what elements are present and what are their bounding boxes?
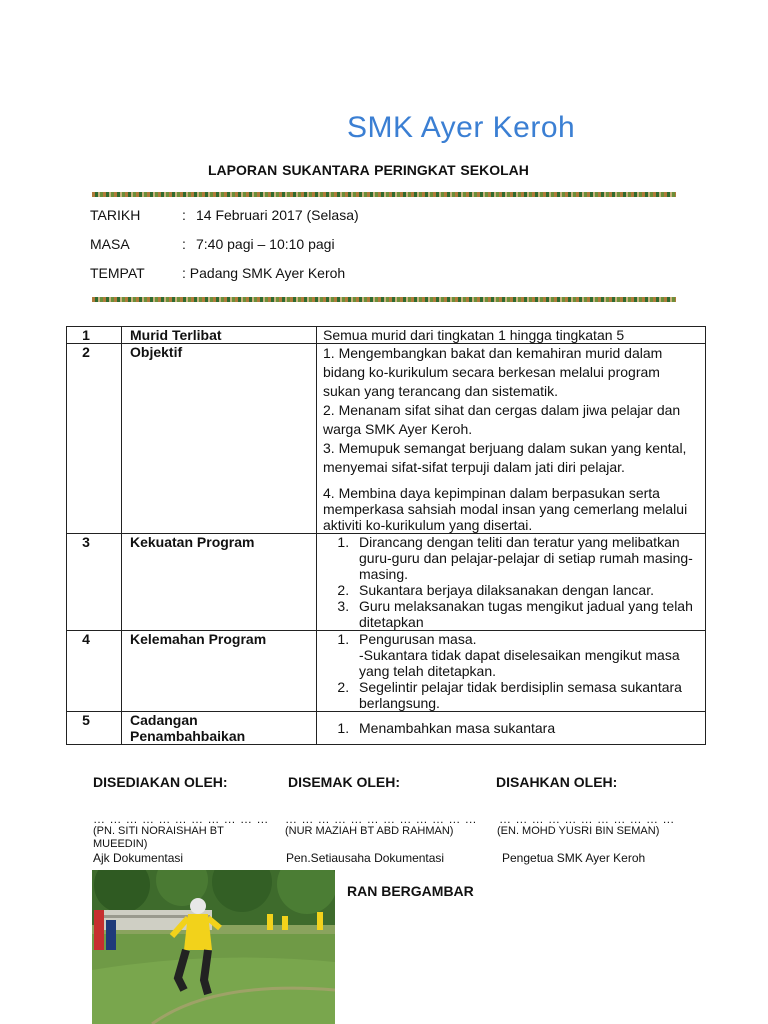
photo-section-caption: RAN BERGAMBAR: [347, 883, 474, 899]
list-item: 1. Dirancang dengan teliti dan teratur yang melibatkan guru-guru dan pelajar-pelajar di setiap rumah masing-masing.: [353, 534, 701, 582]
row-number: 4: [67, 631, 122, 712]
objective-item: 2. Menanam sifat sihat dan cergas dalam jiwa pelajar dan warga SMK Ayer Keroh.: [323, 402, 681, 437]
row-number: 3: [67, 534, 122, 631]
checked-by-heading: DISEMAK OLEH:: [288, 774, 400, 790]
info-value: 14 Februari 2017 (Selasa): [196, 207, 359, 223]
list-item: 3. Guru melaksanakan tugas mengikut jadual yang telah ditetapkan: [353, 598, 701, 630]
objective-item: 3. Memupuk semangat berjuang dalam sukan yang kental, menyemai sifat-sifat terpuji dalam jati diri pelajar.: [323, 440, 687, 475]
report-title: LAPORAN SUKANTARA PERINGKAT SEKOLAH: [208, 162, 529, 178]
info-row-tempat: TEMPAT : Padang SMK Ayer Keroh: [90, 265, 346, 281]
list-item: 1. Pengurusan masa. -Sukantara tidak dapat diselesaikan mengikut masa yang telah ditetapkan.: [353, 631, 701, 679]
row-label: Objektif: [122, 344, 317, 534]
decorative-divider-top: [92, 192, 676, 197]
row-label: Kekuatan Program: [122, 534, 317, 631]
approver-name: (EN. MOHD YUSRI BIN SEMAN): [497, 825, 660, 837]
school-name: SMK Ayer Keroh: [347, 111, 576, 144]
info-value: Padang SMK Ayer Keroh: [189, 265, 346, 281]
checker-role: Pen.Setiausaha Dokumentasi: [286, 851, 445, 865]
row-number: 1: [67, 327, 122, 344]
list-item: 2. Sukantara berjaya dilaksanakan dengan lancar.: [353, 582, 701, 598]
row-content: [317, 712, 706, 745]
info-label: MASA: [90, 236, 130, 252]
list-subitem: -Sukantara tidak dapat diselesaikan mengikut masa yang telah ditetapkan.: [359, 647, 680, 679]
row-number: 5: [67, 712, 122, 745]
signature-line: … … … … … … … … … … … …: [285, 812, 478, 826]
approved-by-heading: DISAHKAN OLEH:: [496, 774, 618, 790]
list-item: 1. Menambahkan masa sukantara: [353, 720, 701, 736]
info-label: TARIKH: [90, 207, 141, 223]
approver-role: Pengetua SMK Ayer Keroh: [502, 851, 646, 865]
objective-item: 4. Membina daya kepimpinan dalam berpasukan serta memperkasa sahsiah modal insan yang cemerlang melalui aktiviti ko-kurikulum yang disertai.: [323, 485, 688, 533]
info-label: TEMPAT: [90, 265, 145, 281]
report-table: [66, 326, 706, 745]
row-number: 2: [67, 344, 122, 534]
objective-item: 1. Mengembangkan bakat dan kemahiran murid dalam bidang ko-kurikulum secara berkesan melalui program sukan yang terancang dan sistematik.: [323, 345, 663, 399]
signature-line: … … … … … … … … … … …: [93, 812, 269, 826]
row-label: Cadangan Penambahbaikan: [122, 712, 317, 745]
sports-photo: [92, 870, 335, 1024]
table-row: [67, 712, 706, 745]
prepared-by-heading: DISEDIAKAN OLEH:: [93, 774, 228, 790]
info-row-tarikh: TARIKH : 14 Februari 2017 (Selasa): [90, 207, 359, 223]
decorative-divider-bottom: [92, 297, 676, 302]
row-content: [317, 534, 706, 631]
list-item: 2. Segelintir pelajar tidak berdisiplin semasa sukantara berlangsung.: [353, 679, 701, 711]
preparer-name: (PN. SITI NORAISHAH BT MUEEDIN): [93, 825, 224, 850]
preparer-role: Ajk Dokumentasi: [93, 851, 184, 865]
signature-line: … … … … … … … … … … …: [499, 812, 675, 826]
row-label: Kelemahan Program: [122, 631, 317, 712]
row-label: Murid Terlibat: [122, 327, 317, 344]
table-row: [67, 534, 706, 631]
row-content: [317, 631, 706, 712]
table-row: [67, 631, 706, 712]
table-row: [67, 344, 706, 534]
checker-name: (NUR MAZIAH BT ABD RAHMAN): [285, 825, 454, 837]
info-value: 7:40 pagi – 10:10 pagi: [196, 236, 335, 252]
info-row-masa: MASA : 7:40 pagi – 10:10 pagi: [90, 236, 335, 252]
table-row: [67, 327, 706, 344]
row-content: [317, 344, 706, 534]
row-content: Semua murid dari tingkatan 1 hingga tingkatan 5: [317, 327, 706, 344]
